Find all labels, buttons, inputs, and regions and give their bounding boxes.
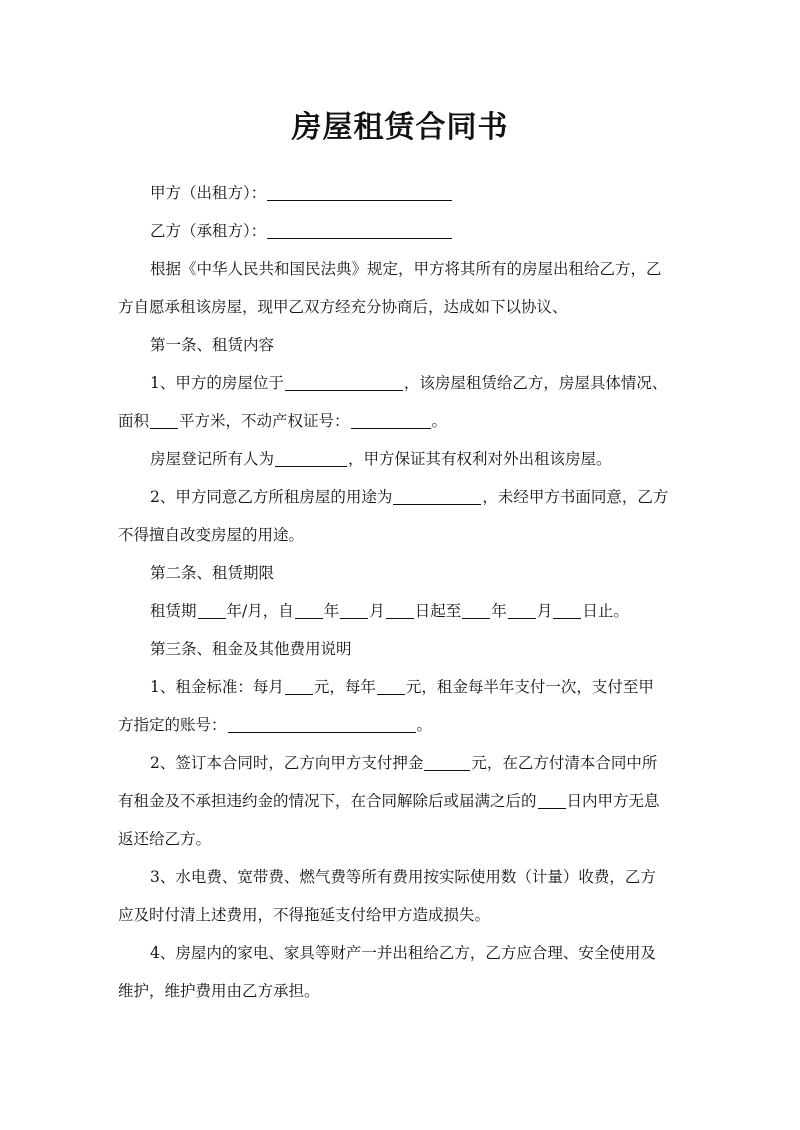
text: 月 — [369, 602, 385, 620]
contract-body — [118, 174, 684, 1010]
usage-blank — [393, 486, 481, 505]
text: 元，租金每半年支付一次，支付至甲 — [405, 678, 654, 696]
party-b-blank — [267, 220, 452, 239]
start-year-blank — [295, 600, 323, 619]
text: 租赁期 — [150, 602, 197, 620]
intro-line-1: 根据《中华人民共和国民法典》规定，甲方将其所有的房屋出租给乙方，乙 — [150, 260, 662, 278]
party-b-label: 乙方（承租方）： — [150, 222, 267, 240]
text: ，未经甲方书面同意，乙方 — [482, 488, 669, 506]
deposit-blank — [424, 752, 470, 771]
text: 。 — [431, 412, 448, 430]
article1-heading: 第一条、租赁内容 — [150, 336, 275, 354]
text: ，该房屋租赁给乙方，房屋具体情况、 — [403, 374, 668, 392]
article3-heading: 第三条、租金及其他费用说明 — [150, 640, 352, 658]
location-blank — [285, 372, 403, 391]
article1-p2-line1 — [118, 478, 684, 516]
end-day-blank — [553, 600, 581, 619]
article3-p1-line2 — [118, 706, 684, 744]
text: 有租金及不承担违约金的情况下，在合同解除后或届满之后的 — [118, 792, 537, 810]
article1-p2-line2: 不得擅自改变房屋的用途。 — [118, 526, 305, 544]
text: 日起至 — [414, 602, 462, 620]
text: 2、签订本合同时，乙方向甲方支付押金 — [150, 754, 424, 772]
certificate-blank — [351, 410, 431, 429]
text: 元，在乙方付清本合同中所 — [471, 754, 658, 772]
party-a-label: 甲方（出租方）： — [150, 184, 267, 202]
text: 年 — [323, 602, 340, 620]
text: 面积 — [118, 412, 150, 430]
text: 年 — [491, 602, 507, 620]
intro-line-2: 方自愿承租该房屋，现甲乙双方经充分协商后，达成如下以协议、 — [118, 298, 568, 316]
end-year-blank — [462, 600, 490, 619]
text: 房屋登记所有人为 — [150, 450, 275, 468]
article2-term-line — [118, 592, 684, 630]
article3-p4-line2: 维护，维护费用由乙方承担。 — [118, 982, 320, 1000]
article3-p3-line2: 应及时付清上述费用，不得拖延支付给甲方造成损失。 — [118, 906, 491, 924]
account-blank — [228, 714, 416, 733]
text: 日内甲方无息 — [566, 792, 660, 810]
article3-p2-line1 — [118, 744, 684, 782]
party-a-line — [118, 174, 684, 212]
text: 元，每年 — [313, 678, 376, 696]
article1-p1-line1 — [118, 364, 684, 402]
text: 年/月，自 — [226, 602, 294, 620]
text: 。 — [416, 716, 433, 734]
article3-p2-line3: 返还给乙方。 — [118, 830, 212, 848]
article3-p4-line1: 4、房屋内的家电、家具等财产一并出租给乙方，乙方应合理、安全使用及 — [150, 944, 656, 962]
area-blank — [150, 410, 178, 429]
yearly-rent-blank — [377, 676, 405, 695]
text: 1、甲方的房屋位于 — [150, 374, 284, 392]
text: ，甲方保证其有权利对外出租该房屋。 — [348, 450, 612, 468]
party-a-blank — [267, 182, 452, 201]
article3-p2-line2 — [118, 782, 684, 820]
text: 2、甲方同意乙方所租房屋的用途为 — [150, 488, 393, 506]
article2-heading: 第二条、租赁期限 — [150, 564, 275, 582]
text: 月 — [536, 602, 553, 620]
term-blank — [198, 600, 226, 619]
end-month-blank — [508, 600, 536, 619]
start-day-blank — [386, 600, 414, 619]
party-b-line — [118, 212, 684, 250]
text: 平方米，不动产权证号： — [179, 412, 350, 430]
text: 1、租金标准：每月 — [150, 678, 284, 696]
return-days-blank — [538, 790, 566, 809]
article3-p3-line1: 3、水电费、宽带费、燃气费等所有费用按实际使用数（计量）收费，乙方 — [150, 868, 656, 886]
text: 方指定的账号： — [118, 716, 227, 734]
start-month-blank — [340, 600, 368, 619]
article1-owner-line — [118, 440, 684, 478]
owner-blank — [275, 448, 347, 467]
article1-p1-line2 — [118, 402, 684, 440]
page-title: 房屋租赁合同书 — [291, 110, 509, 145]
article3-p1-line1 — [118, 668, 684, 706]
text: 日止。 — [582, 602, 629, 620]
monthly-rent-blank — [285, 676, 313, 695]
